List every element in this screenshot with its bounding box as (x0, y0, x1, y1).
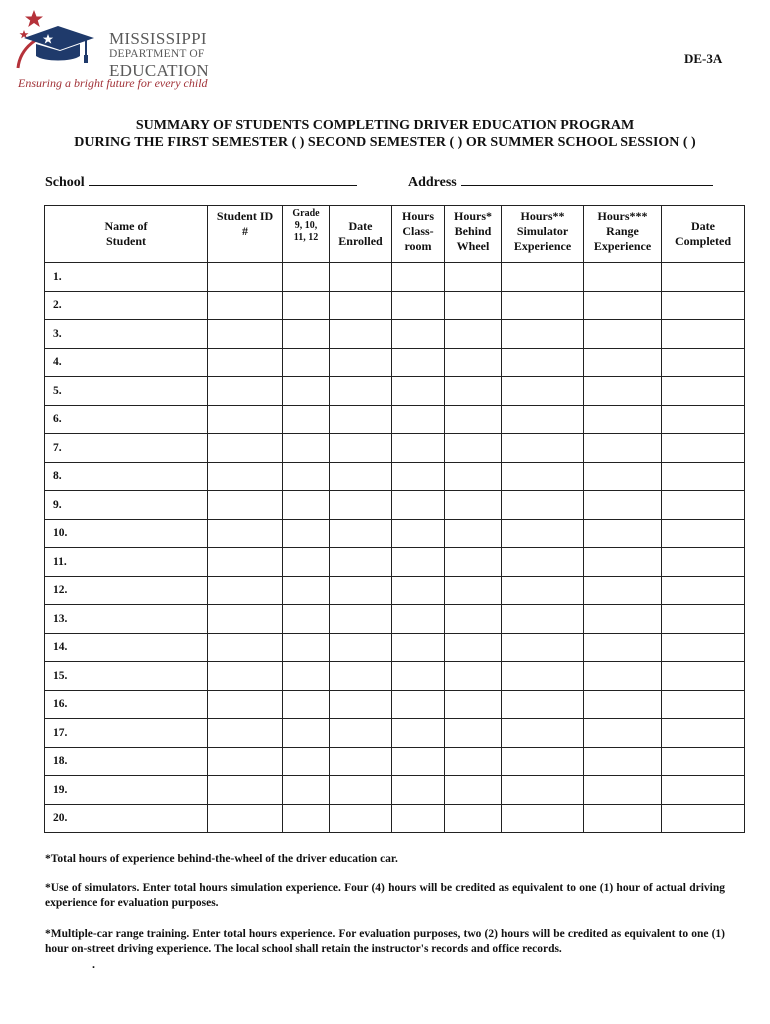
entry-cell[interactable] (330, 491, 392, 520)
table-body (45, 263, 745, 833)
entry-cell[interactable] (330, 462, 392, 491)
entry-cell[interactable] (584, 377, 662, 406)
entry-cell[interactable] (584, 348, 662, 377)
header-hours-behind-wheel: Hours* Behind Wheel (445, 206, 502, 263)
entry-cell[interactable] (662, 519, 745, 548)
entry-cell[interactable] (208, 263, 283, 292)
entry-cell[interactable] (330, 605, 392, 634)
entry-cell[interactable] (208, 605, 283, 634)
row-number-cell[interactable] (45, 377, 208, 406)
entry-cell[interactable] (502, 519, 584, 548)
entry-cell[interactable] (208, 348, 283, 377)
entry-cell[interactable] (662, 804, 745, 833)
entry-cell[interactable] (502, 320, 584, 349)
entry-cell[interactable] (445, 320, 502, 349)
entry-cell[interactable] (392, 548, 445, 577)
entry-cell[interactable] (283, 804, 330, 833)
row-number-cell[interactable] (45, 662, 208, 691)
row-number-cell[interactable] (45, 633, 208, 662)
entry-cell[interactable] (584, 434, 662, 463)
entry-cell[interactable] (392, 519, 445, 548)
address-label: Address (408, 175, 457, 190)
entry-cell[interactable] (330, 263, 392, 292)
entry-cell[interactable] (584, 405, 662, 434)
table-row (45, 690, 745, 719)
address-blank-line[interactable] (461, 172, 713, 186)
entry-cell[interactable] (283, 377, 330, 406)
row-number: 16. (53, 698, 68, 711)
entry-cell[interactable] (662, 348, 745, 377)
row-number: 4. (53, 356, 62, 369)
row-number: 2. (53, 299, 62, 312)
entry-cell[interactable] (502, 804, 584, 833)
entry-cell[interactable] (208, 462, 283, 491)
entry-cell[interactable] (662, 320, 745, 349)
entry-cell[interactable] (330, 548, 392, 577)
row-number-cell[interactable] (45, 548, 208, 577)
entry-cell[interactable] (392, 291, 445, 320)
entry-cell[interactable] (445, 690, 502, 719)
header-date-completed: Date Completed (662, 206, 745, 263)
entry-cell[interactable] (208, 662, 283, 691)
entry-cell[interactable] (208, 747, 283, 776)
entry-cell[interactable] (283, 605, 330, 634)
row-number: 13. (53, 612, 68, 625)
row-number: 7. (53, 441, 62, 454)
entry-cell[interactable] (330, 719, 392, 748)
entry-cell[interactable] (208, 434, 283, 463)
entry-cell[interactable] (283, 519, 330, 548)
entry-cell[interactable] (208, 804, 283, 833)
entry-cell[interactable] (330, 747, 392, 776)
table-row (45, 405, 745, 434)
school-label: School (45, 175, 85, 190)
note-simulators: *Use of simulators. Enter total hours simulation experience. Four (4) hours will be credited as equivalent to one (1) hour of actual driving experience for evaluation purposes. (45, 882, 725, 909)
entry-cell[interactable] (392, 633, 445, 662)
header-hours-simulator: Hours** Simulator Experience (502, 206, 584, 263)
entry-cell[interactable] (392, 377, 445, 406)
entry-cell[interactable] (392, 462, 445, 491)
note-behind-wheel: *Total hours of experience behind-the-wheel of the driver education car. (45, 853, 398, 865)
entry-cell[interactable] (392, 690, 445, 719)
stray-mark: . (92, 957, 95, 971)
entry-cell[interactable] (445, 747, 502, 776)
table-row (45, 291, 745, 320)
entry-cell[interactable] (662, 633, 745, 662)
entry-cell[interactable] (502, 491, 584, 520)
row-number-cell[interactable] (45, 719, 208, 748)
logo-tagline: Ensuring a bright future for every child (18, 76, 208, 90)
header-grade: Grade 9, 10, 11, 12 (283, 206, 330, 263)
table-row (45, 776, 745, 805)
entry-cell[interactable] (208, 519, 283, 548)
table-row (45, 320, 745, 349)
entry-cell[interactable] (330, 633, 392, 662)
entry-cell[interactable] (662, 576, 745, 605)
entry-cell[interactable] (502, 348, 584, 377)
entry-cell[interactable] (330, 291, 392, 320)
entry-cell[interactable] (392, 491, 445, 520)
entry-cell[interactable] (445, 719, 502, 748)
entry-cell[interactable] (283, 747, 330, 776)
entry-cell[interactable] (584, 633, 662, 662)
entry-cell[interactable] (662, 434, 745, 463)
row-number: 5. (53, 384, 62, 397)
entry-cell[interactable] (283, 320, 330, 349)
entry-cell[interactable] (283, 548, 330, 577)
table-row (45, 662, 745, 691)
table-row (45, 434, 745, 463)
entry-cell[interactable] (584, 576, 662, 605)
entry-cell[interactable] (502, 263, 584, 292)
row-number-cell[interactable] (45, 491, 208, 520)
row-number-cell[interactable] (45, 747, 208, 776)
school-blank-line[interactable] (89, 172, 357, 186)
entry-cell[interactable] (445, 633, 502, 662)
entry-cell[interactable] (208, 491, 283, 520)
entry-cell[interactable] (392, 719, 445, 748)
row-number-cell[interactable] (45, 576, 208, 605)
entry-cell[interactable] (662, 462, 745, 491)
entry-cell[interactable] (662, 662, 745, 691)
table-row (45, 263, 745, 292)
form-id: DE-3A (684, 51, 723, 66)
entry-cell[interactable] (283, 405, 330, 434)
table-row (45, 719, 745, 748)
entry-cell[interactable] (584, 662, 662, 691)
entry-cell[interactable] (584, 320, 662, 349)
entry-cell[interactable] (445, 548, 502, 577)
entry-cell[interactable] (502, 434, 584, 463)
row-number-cell[interactable] (45, 291, 208, 320)
entry-cell[interactable] (502, 776, 584, 805)
entry-cell[interactable] (283, 348, 330, 377)
table-row (45, 576, 745, 605)
logo-line-1: MISSISSIPPI (109, 29, 207, 48)
entry-cell[interactable] (502, 462, 584, 491)
row-number: 11. (53, 555, 67, 568)
entry-cell[interactable] (502, 548, 584, 577)
school-field[interactable] (45, 172, 357, 191)
row-number-cell[interactable] (45, 462, 208, 491)
table-row (45, 519, 745, 548)
row-number: 14. (53, 641, 68, 654)
row-number-cell[interactable] (45, 605, 208, 634)
entry-cell[interactable] (502, 747, 584, 776)
entry-cell[interactable] (445, 804, 502, 833)
entry-cell[interactable] (584, 462, 662, 491)
entry-cell[interactable] (502, 633, 584, 662)
row-number: 12. (53, 584, 68, 597)
logo-line-3: EDUCATION (109, 60, 209, 80)
header-hours-range: Hours*** Range Experience (584, 206, 662, 263)
entry-cell[interactable] (445, 291, 502, 320)
entry-cell[interactable] (283, 719, 330, 748)
entry-cell[interactable] (584, 776, 662, 805)
table-row (45, 633, 745, 662)
entry-cell[interactable] (445, 605, 502, 634)
entry-cell[interactable] (330, 348, 392, 377)
entry-cell[interactable] (392, 434, 445, 463)
row-number-cell[interactable] (45, 434, 208, 463)
entry-cell[interactable] (584, 548, 662, 577)
entry-cell[interactable] (502, 405, 584, 434)
entry-cell[interactable] (283, 434, 330, 463)
entry-cell[interactable] (445, 405, 502, 434)
entry-cell[interactable] (662, 263, 745, 292)
row-number: 8. (53, 470, 62, 483)
table-row (45, 747, 745, 776)
entry-cell[interactable] (330, 576, 392, 605)
row-number: 17. (53, 726, 68, 739)
form-title-line-2: DURING THE FIRST SEMESTER ( ) SECOND SEMESTER ( ) OR SUMMER SCHOOL SESSION ( ) (74, 135, 696, 150)
entry-cell[interactable] (445, 491, 502, 520)
entry-cell[interactable] (662, 548, 745, 577)
entry-cell[interactable] (502, 377, 584, 406)
row-number: 9. (53, 498, 62, 511)
entry-cell[interactable] (502, 576, 584, 605)
header-name-of-student: Name of Student (45, 206, 208, 263)
table-row (45, 377, 745, 406)
entry-cell[interactable] (208, 633, 283, 662)
entry-cell[interactable] (283, 690, 330, 719)
entry-cell[interactable] (330, 519, 392, 548)
entry-cell[interactable] (208, 576, 283, 605)
students-table (44, 205, 745, 833)
entry-cell[interactable] (662, 491, 745, 520)
row-number: 19. (53, 783, 68, 796)
entry-cell[interactable] (330, 690, 392, 719)
row-number-cell[interactable] (45, 263, 208, 292)
entry-cell[interactable] (330, 405, 392, 434)
table-row (45, 605, 745, 634)
header-date-enrolled: Date Enrolled (330, 206, 392, 263)
entry-cell[interactable] (208, 719, 283, 748)
entry-cell[interactable] (392, 320, 445, 349)
entry-cell[interactable] (445, 263, 502, 292)
row-number-cell[interactable] (45, 690, 208, 719)
entry-cell[interactable] (445, 462, 502, 491)
row-number-cell[interactable] (45, 320, 208, 349)
row-number: 1. (53, 270, 62, 283)
entry-cell[interactable] (392, 348, 445, 377)
entry-cell[interactable] (208, 291, 283, 320)
table-row (45, 491, 745, 520)
entry-cell[interactable] (445, 377, 502, 406)
entry-cell[interactable] (392, 662, 445, 691)
entry-cell[interactable] (445, 662, 502, 691)
table-row (45, 348, 745, 377)
note-range-training: *Multiple-car range training. Enter total hours experience. For evaluation purposes, two (2) hours will be credited as equivalent to one (1) hour on-street driving experience. The local school shall retain the instructor's records and office records. (45, 928, 725, 955)
row-number-cell[interactable] (45, 804, 208, 833)
row-number-cell[interactable] (45, 405, 208, 434)
entry-cell[interactable] (283, 662, 330, 691)
entry-cell[interactable] (662, 291, 745, 320)
table-row (45, 548, 745, 577)
row-number: 15. (53, 669, 68, 682)
row-number-cell[interactable] (45, 776, 208, 805)
entry-cell[interactable] (445, 776, 502, 805)
entry-cell[interactable] (662, 719, 745, 748)
entry-cell[interactable] (502, 690, 584, 719)
entry-cell[interactable] (283, 263, 330, 292)
entry-cell[interactable] (208, 320, 283, 349)
row-number: 3. (53, 327, 62, 340)
entry-cell[interactable] (208, 405, 283, 434)
entry-cell[interactable] (283, 776, 330, 805)
entry-cell[interactable] (392, 405, 445, 434)
entry-cell[interactable] (283, 633, 330, 662)
entry-cell[interactable] (445, 348, 502, 377)
entry-cell[interactable] (208, 377, 283, 406)
row-number-cell[interactable] (45, 348, 208, 377)
row-number: 6. (53, 413, 62, 426)
entry-cell[interactable] (662, 747, 745, 776)
row-number: 10. (53, 527, 68, 540)
form-title-line-1: SUMMARY OF STUDENTS COMPLETING DRIVER EDUCATION PROGRAM (135, 118, 635, 133)
table-row (45, 462, 745, 491)
entry-cell[interactable] (392, 776, 445, 805)
entry-cell[interactable] (584, 690, 662, 719)
entry-cell[interactable] (330, 434, 392, 463)
entry-cell[interactable] (208, 776, 283, 805)
table-row (45, 804, 745, 833)
entry-cell[interactable] (445, 434, 502, 463)
entry-cell[interactable] (283, 462, 330, 491)
row-number-cell[interactable] (45, 519, 208, 548)
entry-cell[interactable] (662, 690, 745, 719)
entry-cell[interactable] (445, 576, 502, 605)
entry-cell[interactable] (584, 804, 662, 833)
header-hours-classroom: Hours Class- room (392, 206, 445, 263)
entry-cell[interactable] (584, 491, 662, 520)
entry-cell[interactable] (662, 405, 745, 434)
address-field[interactable] (408, 172, 713, 191)
entry-cell[interactable] (584, 291, 662, 320)
graduation-cap-logo-icon (14, 8, 114, 78)
logo-line-2: DEPARTMENT OF (109, 48, 205, 60)
entry-cell[interactable] (502, 719, 584, 748)
entry-cell[interactable] (392, 576, 445, 605)
entry-cell[interactable] (283, 491, 330, 520)
entry-cell[interactable] (208, 690, 283, 719)
entry-cell[interactable] (662, 605, 745, 634)
entry-cell[interactable] (330, 804, 392, 833)
entry-cell[interactable] (392, 263, 445, 292)
entry-cell[interactable] (662, 776, 745, 805)
entry-cell[interactable] (330, 662, 392, 691)
table-header-row (45, 206, 745, 263)
logo-wordmark (109, 30, 209, 79)
entry-cell[interactable] (502, 291, 584, 320)
entry-cell[interactable] (584, 719, 662, 748)
entry-cell[interactable] (330, 776, 392, 805)
entry-cell[interactable] (208, 548, 283, 577)
row-number: 18. (53, 755, 68, 768)
entry-cell[interactable] (662, 377, 745, 406)
entry-cell[interactable] (283, 291, 330, 320)
entry-cell[interactable] (584, 519, 662, 548)
entry-cell[interactable] (445, 519, 502, 548)
entry-cell[interactable] (330, 320, 392, 349)
entry-cell[interactable] (283, 576, 330, 605)
header-student-id: Student ID # (208, 206, 283, 263)
entry-cell[interactable] (502, 662, 584, 691)
entry-cell[interactable] (330, 377, 392, 406)
entry-cell[interactable] (584, 747, 662, 776)
entry-cell[interactable] (584, 605, 662, 634)
row-number: 20. (53, 812, 68, 825)
entry-cell[interactable] (392, 804, 445, 833)
entry-cell[interactable] (502, 605, 584, 634)
entry-cell[interactable] (584, 263, 662, 292)
entry-cell[interactable] (392, 605, 445, 634)
entry-cell[interactable] (392, 747, 445, 776)
